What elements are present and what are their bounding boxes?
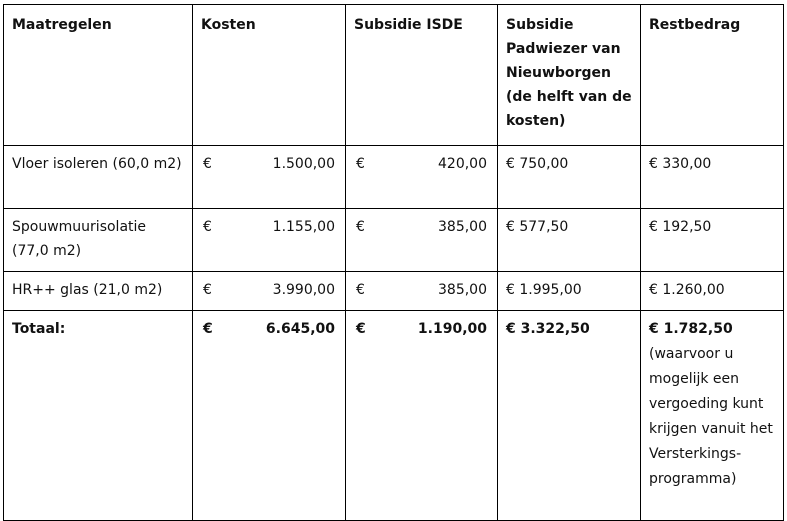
- total-padwiezer-amount: € 3.322,50: [506, 321, 590, 337]
- total-rest-cell: [641, 311, 784, 521]
- total-label: Totaal:: [4, 311, 193, 521]
- isde-amount: 420,00: [438, 156, 487, 172]
- header-costs: Kosten: [193, 5, 346, 146]
- table-row: [4, 146, 784, 209]
- currency-symbol: €: [356, 321, 366, 337]
- rest-cell: [641, 209, 784, 272]
- total-costs-amount: 6.645,00: [265, 321, 335, 337]
- costs-cell: [193, 209, 346, 272]
- header-rest: Restbedrag: [641, 5, 784, 146]
- padwiezer-amount: € 577,50: [506, 219, 569, 235]
- table-row: [4, 272, 784, 311]
- isde-amount: 385,00: [438, 282, 487, 298]
- header-isde: Subsidie ISDE: [346, 5, 498, 146]
- currency-symbol: €: [203, 321, 213, 337]
- total-isde-amount: 1.190,00: [417, 321, 487, 337]
- total-padwiezer-cell: [498, 311, 641, 521]
- measure-cell: Vloer isoleren (60,0 m2): [4, 146, 193, 209]
- costs-amount: 3.990,00: [272, 282, 335, 298]
- isde-amount: 385,00: [438, 219, 487, 235]
- costs-amount: 1.500,00: [272, 156, 335, 172]
- rest-cell: [641, 272, 784, 311]
- total-row: [4, 311, 784, 521]
- padwiezer-cell: [498, 209, 641, 272]
- currency-symbol: €: [356, 156, 365, 172]
- currency-symbol: €: [203, 282, 212, 298]
- costs-amount: 1.155,00: [272, 219, 335, 235]
- costs-cell: [193, 146, 346, 209]
- measure-cell: Spouwmuurisolatie (77,0 m2): [4, 209, 193, 272]
- measure-cell: HR++ glas (21,0 m2): [4, 272, 193, 311]
- rest-cell: [641, 146, 784, 209]
- total-rest-amount: € 1.782,50: [649, 321, 733, 337]
- isde-cell: [346, 272, 498, 311]
- header-padwiezer: Subsidie Padwiezer van Nieuwborgen (de helft van de kosten): [498, 5, 641, 146]
- isde-cell: [346, 146, 498, 209]
- total-isde-cell: [346, 311, 498, 521]
- currency-symbol: €: [356, 219, 365, 235]
- header-measures: Maatregelen: [4, 5, 193, 146]
- padwiezer-cell: [498, 146, 641, 209]
- currency-symbol: €: [203, 156, 212, 172]
- padwiezer-cell: [498, 272, 641, 311]
- currency-symbol: €: [203, 219, 212, 235]
- total-costs-cell: [193, 311, 346, 521]
- total-rest-note: (waarvoor u mogelijk een vergoeding kunt krijgen vanuit het Versterkings-programma): [649, 346, 773, 487]
- padwiezer-amount: € 750,00: [506, 156, 569, 172]
- table-row: [4, 209, 784, 272]
- subsidy-table: [3, 4, 784, 521]
- table-header-row: [4, 5, 784, 146]
- isde-cell: [346, 209, 498, 272]
- padwiezer-amount: € 1.995,00: [506, 282, 582, 298]
- rest-amount: € 330,00: [649, 156, 712, 172]
- rest-amount: € 1.260,00: [649, 282, 725, 298]
- currency-symbol: €: [356, 282, 365, 298]
- rest-amount: € 192,50: [649, 219, 712, 235]
- costs-cell: [193, 272, 346, 311]
